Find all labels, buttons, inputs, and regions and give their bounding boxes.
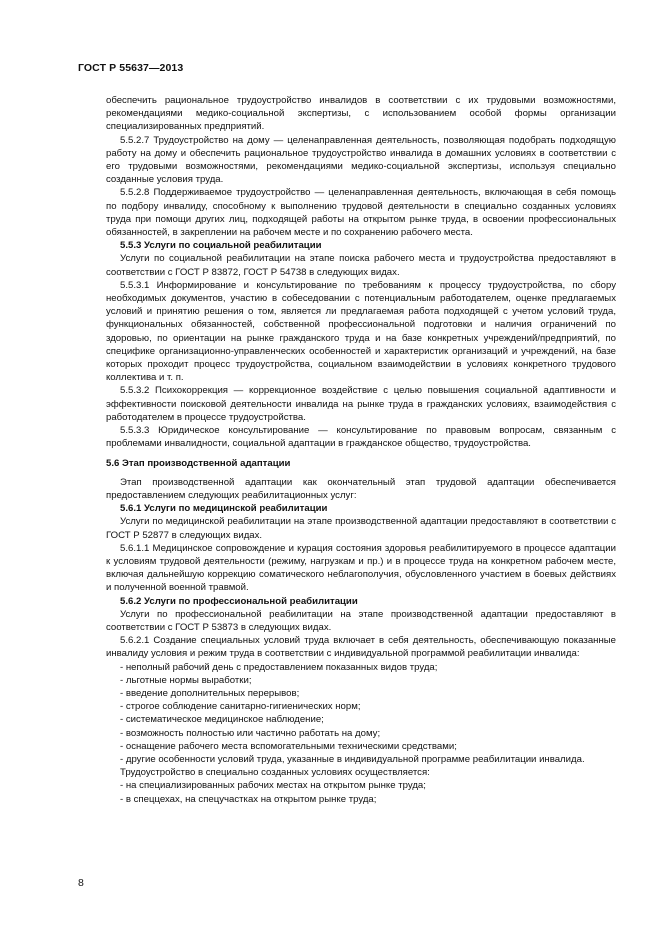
clause-5-6-2-1: 5.6.2.1 Создание специальных условий труда включает в себя деятельность, обеспечивающую показанные инвалиду условия и режим труда в соответствии с индивидуальной программой реабилитации инвалида: — [106, 635, 616, 660]
standard-designation: ГОСТ Р 55637—2013 — [78, 62, 184, 74]
clause-5-5-2-8: 5.5.2.8 Поддерживаемое трудоустройство — целенаправленная деятельность, включающая в себя помощь по подбору инвалиду, способному к выполнению трудовой деятельности в специально созданных условиях труда при помощи других лиц, подходящей работы на открытом рынке труда, в освоении профессиональных обязанностей, в закреплении на рабочем месте и по сохранению рабочего места. — [106, 187, 616, 239]
list-item: - строгое соблюдение санитарно-гигиенических норм; — [120, 701, 361, 713]
list-item: - на специализированных рабочих местах на открытом рынке труда; — [120, 780, 426, 792]
list-item: - неполный рабочий день с предоставлением показанных видов труда; — [120, 661, 438, 673]
clause-5-5-3-3: 5.5.3.3 Юридическое консультирование — консультирование по правовым вопросам, связанным с проблемами инвалидности, социальной адаптации в гражданское общество, трудоустройства. — [106, 425, 616, 450]
subsection-heading-5-6-2: 5.6.2 Услуги по профессиональной реабилитации — [120, 595, 358, 607]
document-body — [106, 94, 616, 806]
clause-5-6-1-1: 5.6.1.1 Медицинское сопровождение и курация состояния здоровья реабилитируемого в процессе адаптации к условиям трудовой деятельности (режиму, нагрузкам и пр.) и в процессе труда на конкретном рабочем месте, включая дальнейшую коррекцию соматического неблагополучия, обусловленного участием в боевых действиях и полученной военной травмой. — [106, 542, 616, 594]
paragraph: Услуги по социальной реабилитации на этапе поиска рабочего места и трудоустройства предоставляют в соответствии с ГОСТ Р 83872, ГОСТ Р 54738 в следующих видах. — [106, 253, 616, 278]
paragraph: Услуги по медицинской реабилитации на этапе производственной адаптации предоставляют в соответствии с ГОСТ Р 52877 в следующих видах. — [106, 516, 616, 541]
list-item: - другие особенности условий труда, указанные в индивидуальной программе реабилитации инвалида. — [120, 753, 585, 765]
paragraph: обеспечить рациональное трудоустройство инвалидов в соответствии с их трудовыми возможностями, рекомендациями медико-социальной экспертизы, с использованием особой формы организации специализированных предприятий. — [106, 95, 616, 133]
list-item: - систематическое медицинское наблюдение; — [120, 714, 324, 726]
subsection-heading-5-6-1: 5.6.1 Услуги по медицинской реабилитации — [120, 503, 328, 515]
paragraph: Этап производственной адаптации как окончательный этап трудовой адаптации обеспечивается предоставлением следующих реабилитационных услуг: — [106, 476, 616, 501]
list-item: - возможность полностью или частично работать на дому; — [120, 727, 381, 739]
clause-5-5-3-2: 5.5.3.2 Психокоррекция — коррекционное воздействие с целью повышения социальной адаптивности и эффективности поисковой деятельности инвалида на рынке труда в гражданских условиях, взаимодействия с работодателем в процессе трудоустройства. — [106, 385, 616, 423]
subsection-heading-5-5-3: 5.5.3 Услуги по социальной реабилитации — [120, 240, 322, 252]
list-item: - в спеццехах, на спецучастках на открытом рынке труда; — [120, 793, 377, 805]
list-item: - льготные нормы выработки; — [120, 674, 252, 686]
paragraph: Услуги по профессиональной реабилитации на этапе производственной адаптации предоставляют в соответствии с ГОСТ Р 53873 в следующих видах. — [106, 608, 616, 633]
page-number: 8 — [78, 877, 84, 889]
section-heading-5-6: 5.6 Этап производственной адаптации — [106, 458, 291, 470]
paragraph: Трудоустройство в специально созданных условиях осуществляется: — [120, 767, 430, 779]
list-item: - введение дополнительных перерывов; — [120, 687, 300, 699]
clause-5-5-3-1: 5.5.3.1 Информирование и консультирование по требованиям к процессу трудоустройства, по сбору необходимых документов, участию в собеседовании с потенциальным работодателем, оценке предлагаемых условий и принятию решения о том, является ли предлагаемая работа подходящей с учетом условий труда, функциональных обязанностей, собственной профессиональной подготовки и наличия ограничений по здоровью, по ориентации на рынке гражданского труда и на базе конкретных учреждений/предприятий, по специфике организационно-управленческих особенностей и характеристик организаций и учреждений, на базе которых проходит процесс трудоустройства, социальном взаимодействии в условиях конкретного трудового коллектива и т. п. — [106, 279, 616, 384]
list-item: - оснащение рабочего места вспомогательными техническими средствами; — [120, 740, 457, 752]
clause-5-5-2-7: 5.5.2.7 Трудоустройство на дому — целенаправленная деятельность, позволяющая подобрать подходящую работу на дому и обеспечить рациональное трудоустройство инвалида в домашних условиях в соответствии с его трудовыми возможностями, рекомендациями медико-социальной экспертизы, используя специально созданные условия труда. — [106, 134, 616, 186]
